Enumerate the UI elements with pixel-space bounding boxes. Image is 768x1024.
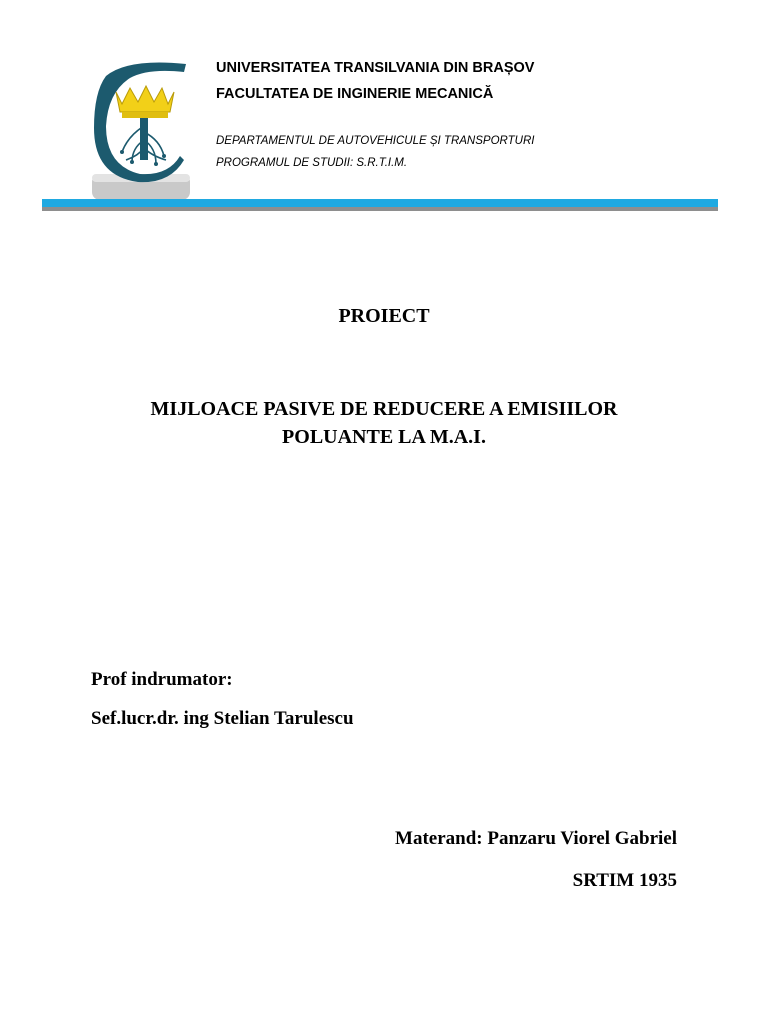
university-crest-icon bbox=[88, 56, 192, 202]
supervisor-label: Prof indrumator: bbox=[91, 669, 233, 690]
faculty-name: FACULTATEA DE INGINERIE MECANICĂ bbox=[216, 86, 494, 102]
department-name: DEPARTAMENTUL DE AUTOVEHICULE ȘI TRANSPORTURI bbox=[216, 135, 535, 147]
header-divider bbox=[42, 199, 718, 207]
supervisor-name: Sef.lucr.dr. ing Stelian Tarulescu bbox=[91, 708, 354, 729]
header-divider-shadow bbox=[42, 207, 718, 211]
document-title-line-2: POLUANTE LA M.A.I. bbox=[282, 426, 486, 448]
university-name: UNIVERSITATEA TRANSILVANIA DIN BRAȘOV bbox=[216, 60, 535, 76]
study-program: PROGRAMUL DE STUDII: S.R.T.I.M. bbox=[216, 157, 408, 169]
student-group: SRTIM 1935 bbox=[572, 870, 677, 891]
student-name: Materand: Panzaru Viorel Gabriel bbox=[395, 828, 677, 849]
document-title-line-1: MIJLOACE PASIVE DE REDUCERE A EMISIILOR bbox=[150, 398, 618, 420]
document-type: PROIECT bbox=[338, 305, 430, 327]
